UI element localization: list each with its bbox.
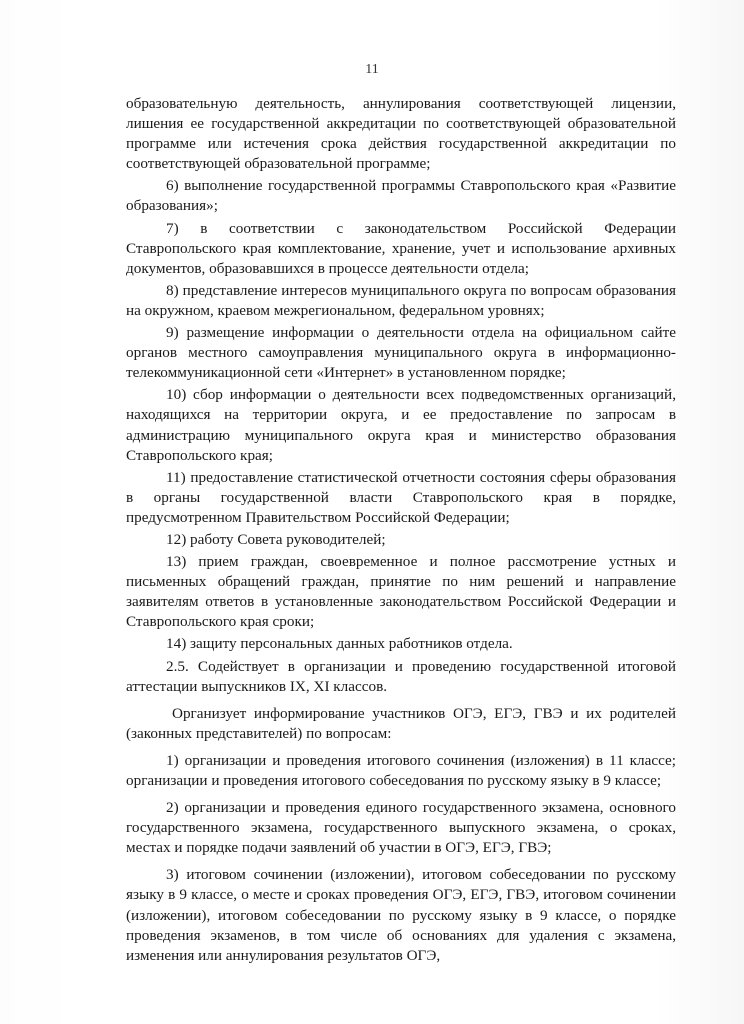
list-item-13: 13) прием граждан, своевременное и полное рассмотрение устных и письменных обращений граждан, принятие по ним решений и направление заявителям ответов в установленные законодательством Российской Федерации и Ставропольского края сроки;: [126, 553, 676, 631]
paragraph-continuation: образовательную деятельность, аннулирования соответствующей лицензии, лишения ее государственной аккредитации по соответствующей образовательной программе или истечения срока действия государственной аккредитации по соответствующей образовательной программе;: [126, 95, 676, 173]
informing-item-2: 2) организации и проведения единого государственного экзамена, основного государственного экзамена, государственного выпускного экзамена, о сроках, местах и порядке подачи заявлений об участии в ОГЭ, ЕГЭ, ГВЭ;: [126, 799, 676, 857]
list-item-8: 8) представление интересов муниципального округа по вопросам образования на окружном, краевом межрегиональном, федеральном уровнях;: [126, 281, 676, 319]
section-2-5: 2.5. Содействует в организации и проведению государственной итоговой аттестации выпускников IX, XI классов.: [126, 657, 676, 695]
list-item-7: 7) в соответствии с законодательством Российской Федерации Ставропольского края комплектование, хранение, учет и использование архивных документов, образовавшихся в процессе деятельности отдела;: [126, 219, 676, 277]
informing-intro: Организует информирование участников ОГЭ, ЕГЭ, ГВЭ и их родителей (законных представителей) по вопросам:: [126, 704, 676, 742]
page-number: 11: [365, 62, 379, 77]
list-item-9: 9) размещение информации о деятельности отдела на официальном сайте органов местного самоуправления муниципального округа в информационно-телекоммуникационной сети «Интернет» в установленном порядке;: [126, 324, 676, 382]
list-item-12: 12) работу Совета руководителей;: [166, 530, 386, 548]
list-item-6: 6) выполнение государственной программы Ставропольского края «Развитие образования»;: [126, 177, 676, 215]
document-body: [126, 94, 676, 968]
list-item-11: 11) предоставление статистической отчетности состояния сферы образования в органы государственной власти Ставропольского края в порядке, предусмотренном Правительством Российской Федерации;: [126, 468, 676, 526]
list-item-10: 10) сбор информации о деятельности всех подведомственных организаций, находящихся на территории округа, и ее предоставление по запросам в администрацию муниципального округа края и министерство образования Ставропольского края;: [126, 386, 676, 464]
informing-item-1: 1) организации и проведения итогового сочинения (изложения) в 11 классе; организации и проведения итогового собеседования по русскому языку в 9 классе;: [126, 751, 676, 789]
informing-item-3: 3) итоговом сочинении (изложении), итоговом собеседовании по русскому языку в 9 классе, о месте и сроках проведения ОГЭ, ЕГЭ, ГВЭ, итоговом сочинении (изложении), итоговом собеседовании по русскому языку в 9 классе, о порядке проведения экзаменов, в том числе об основаниях для удаления с экзамена, изменения или аннулирования результатов ОГЭ,: [126, 866, 676, 964]
list-item-14: 14) защиту персональных данных работников отдела.: [166, 635, 513, 653]
